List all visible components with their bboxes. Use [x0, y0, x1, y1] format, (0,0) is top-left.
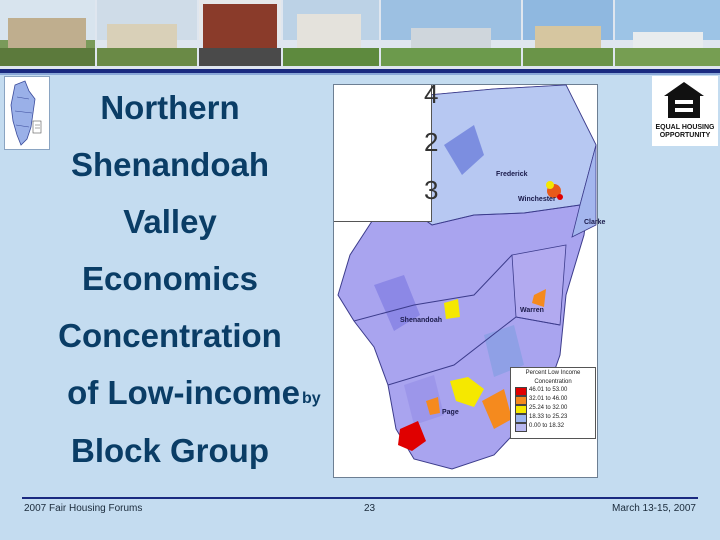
legend-entry	[511, 386, 595, 395]
county-label-warren: Warren	[520, 307, 544, 314]
footer-page-number: 23	[364, 503, 376, 514]
slide-title-line-4: Economics	[81, 260, 259, 297]
photo-banner	[0, 0, 720, 70]
map-legend	[510, 367, 596, 439]
house-photo-4	[283, 0, 379, 66]
house-photo-2	[97, 0, 197, 66]
legend-title-line-2: Concentration	[534, 379, 572, 385]
slide-title-line-2: Shenandoah	[70, 146, 270, 183]
legend-label: 46.01 to 53.00	[529, 387, 568, 393]
county-label-winchester: Winchester	[518, 196, 556, 203]
equal-housing-text-1: EQUAL HOUSING	[655, 124, 715, 131]
county-label-clarke: Clarke	[584, 219, 606, 226]
slide-title-line-6: of Low-income	[67, 374, 300, 411]
house-photo-1	[0, 0, 95, 66]
county-label-shenandoah: Shenandoah	[400, 317, 443, 324]
equal-housing-logo	[652, 76, 718, 146]
equal-housing-icon	[662, 80, 706, 120]
banner-rule-light	[0, 73, 720, 75]
slide-title-by: by	[302, 390, 321, 407]
overlay-fragment-2: 2	[424, 127, 439, 157]
legend-entry	[511, 413, 595, 422]
legend-label: 18.33 to 25.23	[529, 414, 568, 420]
house-photo-7	[615, 0, 720, 66]
legend-entry	[511, 422, 595, 431]
slide-title-line-7: Block Group	[70, 432, 270, 469]
equal-housing-text-2: OPPORTUNITY	[659, 132, 711, 139]
slide-title-line-5: Concentration	[58, 317, 282, 354]
legend-label: 0.00 to 18.32	[529, 423, 565, 429]
county-label-frederick: Frederick	[496, 171, 528, 178]
legend-entry	[511, 404, 595, 413]
low-income-concentration-map	[333, 79, 606, 478]
house-photo-5	[381, 0, 521, 66]
overlay-text-block	[334, 79, 439, 222]
legend-label: 25.24 to 32.00	[529, 405, 568, 411]
footer-date: March 13-15, 2007	[612, 503, 696, 514]
slide-title-line-1: Northern	[100, 89, 240, 126]
footer-rule	[22, 497, 698, 499]
legend-title-line-1: Percent Low Income	[525, 370, 581, 376]
house-photo-3	[199, 0, 281, 66]
county-label-page: Page	[442, 409, 459, 416]
legend-entry	[511, 395, 595, 404]
house-photo-6	[523, 0, 613, 66]
legend-label: 32.01 to 46.00	[529, 396, 568, 402]
overlay-fragment-1: 4	[424, 79, 439, 109]
legend-swatch	[515, 423, 527, 432]
overlay-fragment-3: 3	[424, 175, 439, 205]
slide-title-line-3: Valley	[123, 203, 217, 240]
footer-left-text: 2007 Fair Housing Forums	[24, 503, 143, 514]
